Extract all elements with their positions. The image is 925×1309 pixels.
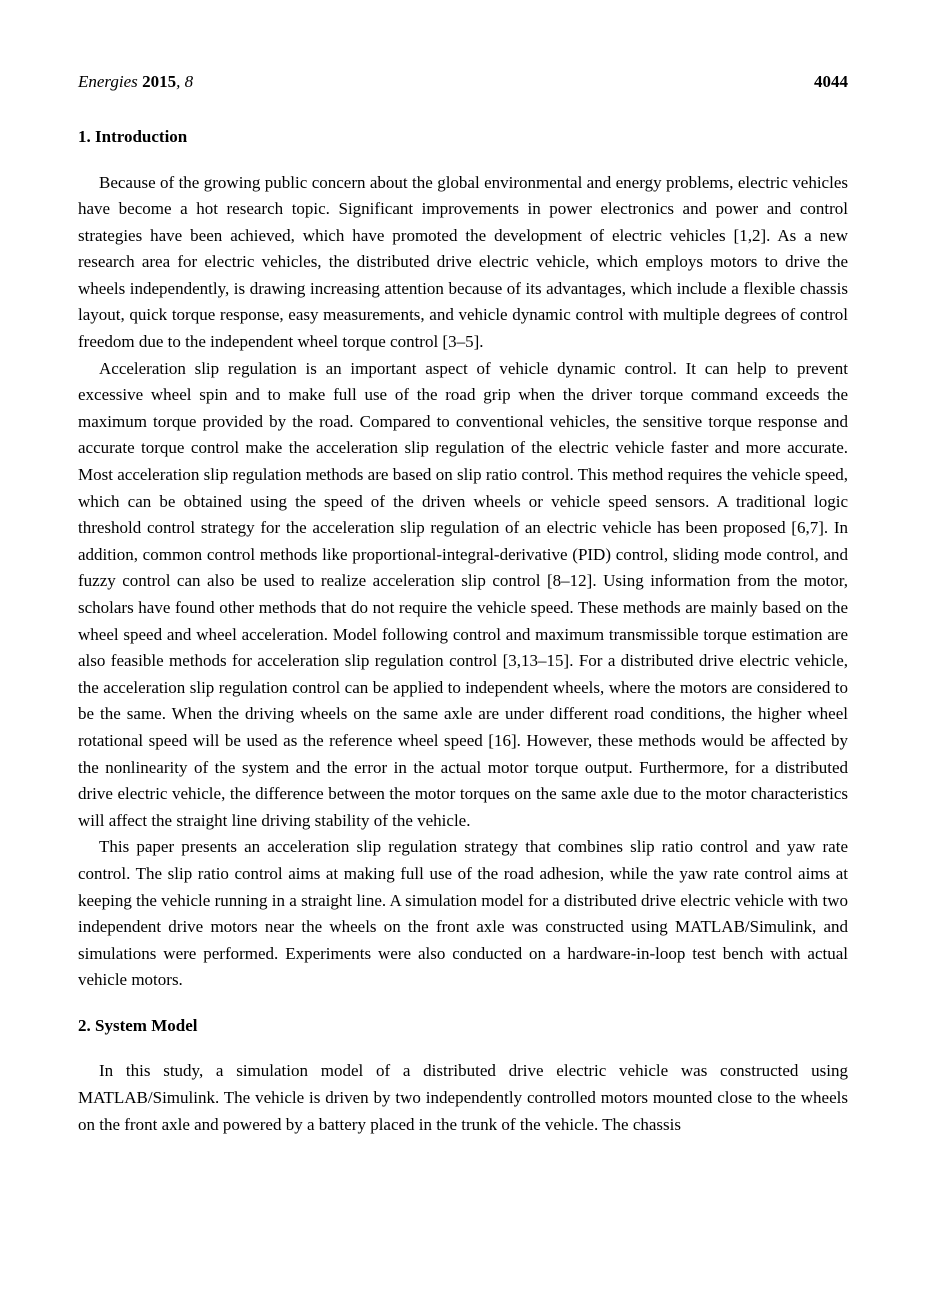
paragraph: In this study, a simulation model of a distributed drive electric vehicle was constructed using MATLAB/Simulink. The vehicle is driven by two independently controlled motors mounted close to the wheels on the front axle and powered by a battery placed in the trunk of the vehicle. The chassis bbox=[78, 1061, 848, 1134]
paragraph: This paper presents an acceleration slip regulation strategy that combines slip ratio control and yaw rate control. The slip ratio control aims at making full use of the road adhesion, while the yaw rate control aims at keeping the vehicle running in a straight line. A simulation model for a distributed drive electric vehicle with two independent drive motors near the wheels on the front axle was constructed using MATLAB/Simulink, and simulations were performed. Experiments were also conducted on a hardware-in-loop test bench with actual vehicle motors. bbox=[78, 837, 848, 990]
paragraph: Because of the growing public concern about the global environmental and energy problems, electric vehicles have become a hot research topic. Significant improvements in power electronics and power and control strategies have been achieved, which have promoted the development of electric vehicles [1,2]. As a new research area for electric vehicles, the distributed drive electric vehicle, which employs motors to drive the wheels independently, is drawing increasing attention because of its advantages, which include a flexible chassis layout, quick torque response, easy measurements, and vehicle dynamic control with multiple degrees of control freedom due to the independent wheel torque control [3–5]. bbox=[78, 172, 848, 352]
page-header bbox=[78, 72, 848, 92]
page-number: 4044 bbox=[814, 72, 848, 91]
section-heading-introduction: 1. Introduction bbox=[78, 127, 188, 146]
journal-name: Energies bbox=[78, 72, 143, 91]
journal-year: 2015 bbox=[142, 72, 177, 91]
paragraph: Acceleration slip regulation is an important aspect of vehicle dynamic control. It can help to prevent excessive wheel spin and to make full use of the road grip when the driver torque command exceeds the maximum torque provided by the road. Compared to conventional vehicles, the sensitive torque response and accurate torque control make the acceleration slip regulation of the electric vehicle faster and more accurate. Most acceleration slip regulation methods are based on slip ratio control. This method requires the vehicle speed, which can be obtained using the speed of the driven wheels or vehicle speed sensors. A traditional logic threshold control strategy for the acceleration slip regulation of an electric vehicle has been proposed [6,7]. In addition, common control methods like proportional-integral-derivative (PID) control, sliding mode control, and fuzzy control can also be used to realize acceleration slip control [8–12]. Using information from the motor, scholars have found other methods that do not require the vehicle speed. These methods are mainly based on the wheel speed and wheel acceleration. Model following control and maximum transmissible torque estimation are also feasible methods for acceleration slip regulation control [3,13–15]. For a distributed drive electric vehicle, the acceleration slip regulation control can be applied to independent wheels, where the motors are considered to be the same. When the driving wheels on the same axle are under different road conditions, the higher wheel rotational speed will be used as the reference wheel speed [16]. However, these methods would be affected by the nonlinearity of the system and the error in the actual motor torque output. Furthermore, for a distributed drive electric vehicle, the difference between the motor torques on the same axle due to the motor characteristics will affect the straight line driving stability of the vehicle. bbox=[78, 358, 848, 830]
journal-issue: , 8 bbox=[176, 72, 194, 91]
section-heading-system-model: 2. System Model bbox=[78, 1015, 198, 1035]
journal-reference bbox=[78, 72, 193, 92]
